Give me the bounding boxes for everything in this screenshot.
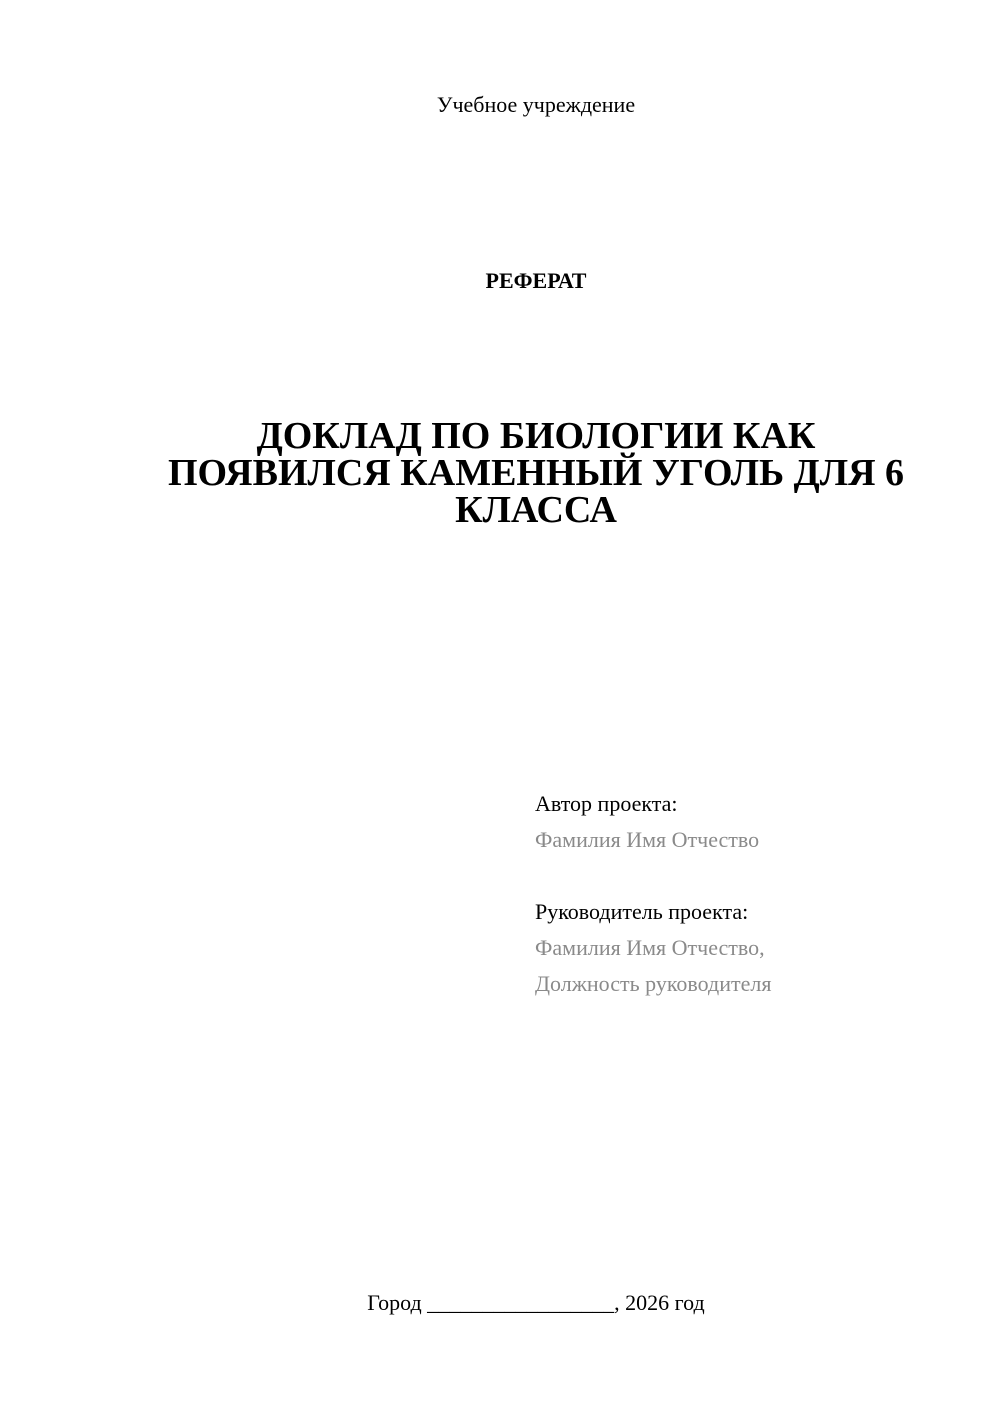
city-label: Город (367, 1290, 422, 1315)
institution-name: Учебное учреждение (436, 92, 636, 117)
document-type: РЕФЕРАТ (485, 268, 587, 293)
city-blank: _________________ (427, 1290, 615, 1315)
title-line-2: ПОЯВИЛСЯ КАМЕННЫЙ УГОЛЬ ДЛЯ 6 (167, 452, 905, 494)
supervisor-name: Фамилия Имя Отчество, (535, 935, 765, 960)
supervisor-block (535, 894, 771, 1002)
author-name: Фамилия Имя Отчество (535, 827, 760, 852)
title-line-3: КЛАССА (455, 489, 617, 531)
document-title (150, 415, 922, 531)
city-year-line (0, 1290, 1000, 1316)
year-text: , 2026 год (614, 1290, 705, 1315)
author-block (535, 786, 759, 858)
author-label: Автор проекта: (535, 791, 678, 816)
supervisor-position: Должность руководителя (535, 971, 772, 996)
title-line-1: ДОКЛАД ПО БИОЛОГИИ КАК (256, 415, 816, 457)
supervisor-label: Руководитель проекта: (535, 899, 749, 924)
